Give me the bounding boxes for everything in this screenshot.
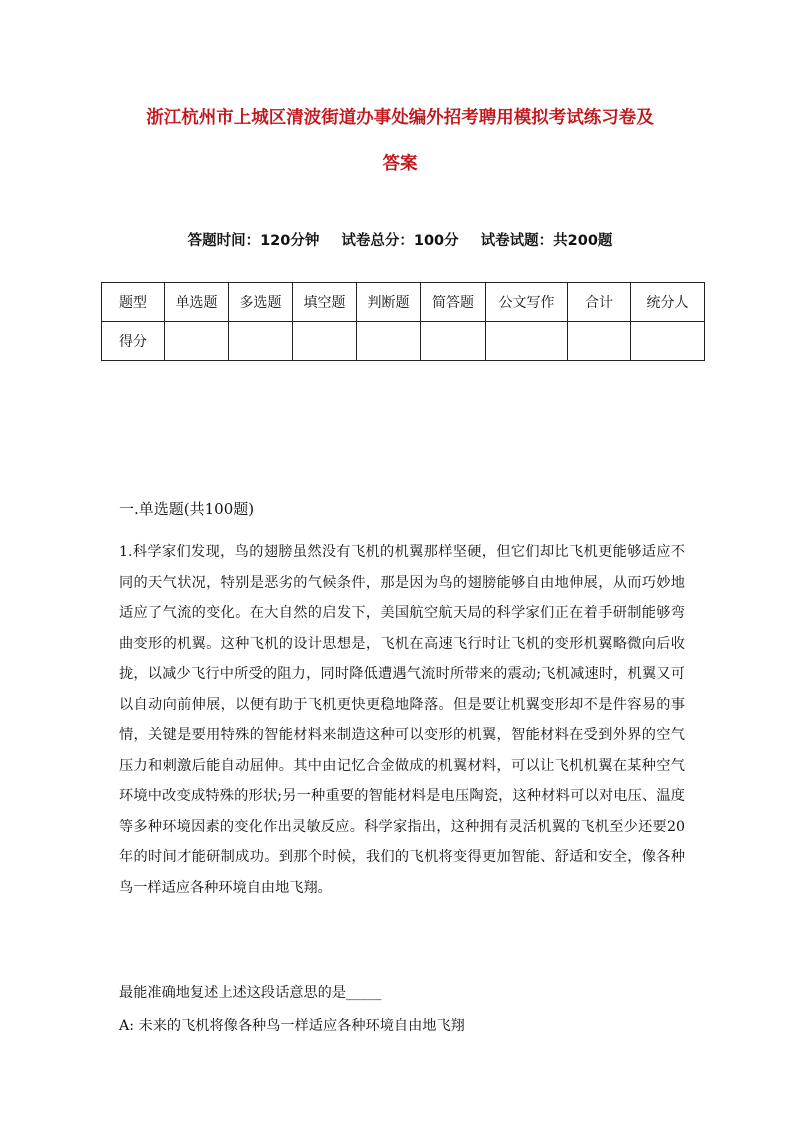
question-text: 1.科学家们发现，鸟的翅膀虽然没有飞机的机翼那样坚硬，但它们却比飞机更能够适应不同的天气状况，特别是恶劣的气候条件，那是因为鸟的翅膀能够自由地伸展，从而巧妙地适应了气流的变化。在大自然的启发下，美国航空航天局的科学家们正在着手研制能够弯曲变形的机翼。这种飞机的设计思想是，飞机在高速飞行时让飞机的变形机翼略微向后收拢，以减少飞行中所受的阻力，同时降低遭遇气流时所带来的震动;飞机减速时，机翼又可以自动向前伸展，以便有助于飞机更快更稳地降落。但是要让机翼变形却不是件容易的事情，关键是要用特殊的智能材料来制造这种可以变形的机翼，智能材料在受到外界的空气压力和刺激后能自动屈伸。其中由记忆合金做成的机翼材料，可以让飞机机翼在某种空气环境中改变成特殊的形状;另一种重要的智能材料是电压陶瓷，这种材料可以对电压、温度等多种环境因素的变化作出灵敏反应。科学家指出，这种拥有灵活机翼的飞机至少还要20年的时间才能研制成功。到那个时候，我们的飞机将变得更加智能、舒适和安全，像各种鸟一样适应各种环境自由地飞翔。 [119, 544, 685, 896]
score-table-header-row [102, 283, 705, 322]
exam-question-count: 试卷试题：共200题 [480, 233, 613, 249]
header-cell: 单选题 [165, 283, 229, 322]
header-cell: 多选题 [229, 283, 293, 322]
section-heading: 一.单选题(共100题) [119, 500, 255, 518]
score-cell[interactable] [357, 322, 421, 361]
score-cell[interactable] [568, 322, 631, 361]
score-cell[interactable] [293, 322, 357, 361]
header-cell: 公文写作 [486, 283, 568, 322]
exam-total-score: 试卷总分：100分 [341, 233, 459, 249]
header-cell: 合计 [568, 283, 631, 322]
header-cell: 判断题 [357, 283, 421, 322]
document-title [100, 95, 700, 187]
score-table-score-row [102, 322, 705, 361]
title-line-1: 浙江杭州市上城区清波街道办事处编外招考聘用模拟考试练习卷及 [146, 108, 654, 128]
exam-time: 答题时间：120分钟 [187, 233, 320, 249]
score-cell[interactable] [165, 322, 229, 361]
header-cell: 简答题 [421, 283, 486, 322]
option-a[interactable]: A: 未来的飞机将像各种鸟一样适应各种环境自由地飞翔 [119, 1018, 465, 1034]
score-cell[interactable] [421, 322, 486, 361]
header-cell: 统分人 [631, 283, 705, 322]
question-prompt: 最能准确地复述上述这段话意思的是_____ [119, 985, 382, 1001]
exam-info [0, 229, 800, 250]
title-line-2: 答案 [382, 154, 418, 174]
header-cell: 填空题 [293, 283, 357, 322]
score-row-label: 得分 [102, 322, 165, 361]
score-cell[interactable] [229, 322, 293, 361]
score-table [101, 282, 705, 361]
score-cell[interactable] [631, 322, 705, 361]
header-cell: 题型 [102, 283, 165, 322]
score-cell[interactable] [486, 322, 568, 361]
